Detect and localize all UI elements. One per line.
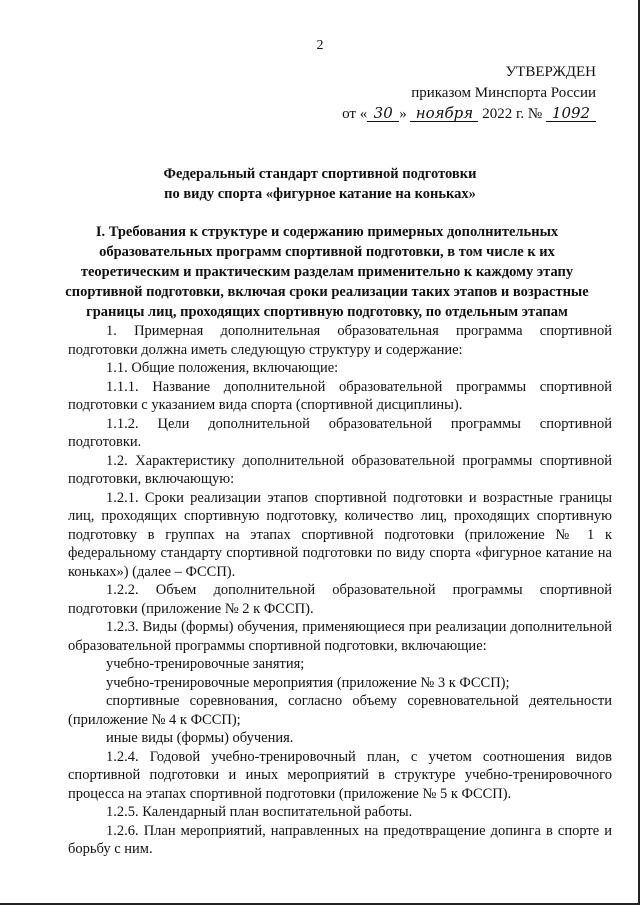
document-title-line1: Федеральный стандарт спортивной подготовки: [163, 166, 477, 182]
section-heading: I. Требования к структуре и содержанию примерных дополнительных образовательных программ спортивной подготовки, в том числе к их теоретическим и практическим разделам применительно к каждому этапу спортивной подготовки, включая сроки реализации таких этапов и возрастные границы лиц, проходящих спортивную подготовку, по отдельным этапам: [65, 224, 589, 320]
document-title: [0, 164, 640, 204]
document-title-line2: по виду спорта «фигурное катание на коньках»: [164, 186, 476, 202]
approval-day-close: »: [399, 106, 407, 122]
paragraph: 1.2. Характеристику дополнительной образовательной программы спортивной подготовки, включающую:: [68, 452, 612, 487]
paragraph: 1.2.6. План мероприятий, направленных на предотвращение допинга в спорте и борьбу с ним.: [68, 822, 612, 857]
list-item: учебно-тренировочные мероприятия (приложение № 3 к ФССП);: [106, 674, 510, 691]
document-body: [68, 322, 612, 859]
approval-month: ноября: [410, 105, 478, 122]
approval-year-text: 2022 г. №: [482, 106, 543, 122]
approval-order-line: приказом Минспорта России: [411, 85, 596, 101]
list-item: иные виды (формы) обучения.: [106, 730, 294, 746]
approval-date-line: [342, 104, 596, 125]
paragraph: 1.2.1. Сроки реализации этапов спортивной подготовки и возрастные границы лиц, проходящих спортивную подготовку, количество лиц, проходящих спортивную подготовку в группах на этапах спортивной подготовки (приложение № 1 к федеральному стандарту спортивной подготовки по виду спорта «фигурное катание на коньках») (далее – ФССП).: [68, 489, 612, 580]
paragraph: 1.2.2. Объем дополнительной образовательной программы спортивной подготовки (приложение № 2 к ФССП).: [68, 582, 612, 617]
paragraph: 1.2.3. Виды (формы) обучения, применяющиеся при реализации дополнительной образовательной программы спортивной подготовки, включающие:: [68, 619, 612, 654]
list-item: спортивные соревнования, согласно объему соревновательной деятельности (приложение № 4 к ФССП);: [68, 693, 612, 728]
paragraph: 1.1.1. Название дополнительной образовательной программы спортивной подготовки с указанием вида спорта (спортивной дисциплины).: [68, 378, 612, 413]
paragraph: 1.1.2. Цели дополнительной образовательной программы спортивной подготовки.: [68, 415, 612, 450]
approval-date-prefix: от «: [342, 106, 368, 122]
paragraph: 1.1. Общие положения, включающие:: [106, 360, 339, 376]
page-number: 2: [316, 38, 324, 53]
approval-title: УТВЕРЖДЕН: [505, 64, 596, 80]
approval-stamp: [342, 62, 596, 125]
paragraph: 1. Примерная дополнительная образовательная программа спортивной подготовки должна иметь следующую структуру и содержание:: [68, 323, 612, 358]
list-item: учебно-тренировочные занятия;: [106, 656, 305, 672]
approval-day: 30: [367, 105, 399, 122]
approval-number: 1092: [546, 105, 596, 122]
paragraph: 1.2.5. Календарный план воспитательной работы.: [106, 804, 413, 820]
paragraph: 1.2.4. Годовой учебно-тренировочный план, с учетом соотношения видов спортивной подготовки и иных мероприятий в структуре учебно-тренировочного процесса на этапах спортивной подготовки (приложение № 5 к ФССП).: [68, 748, 612, 802]
